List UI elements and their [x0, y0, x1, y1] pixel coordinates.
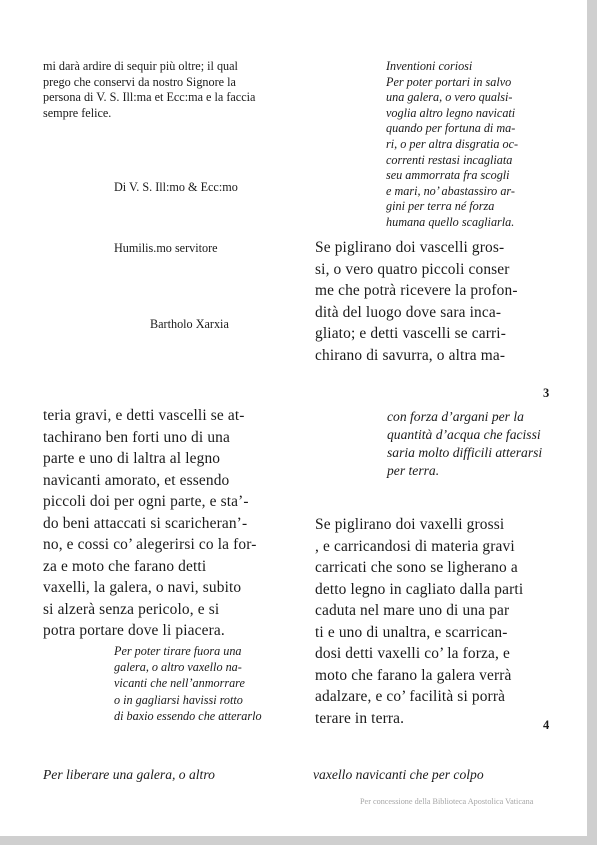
paragraph-line: za e moto che farano detti — [43, 557, 207, 575]
paragraph-line: no, e cossi co’ alegerirsi co la for- — [43, 536, 257, 553]
note-line: con forza d’argani per la — [387, 409, 524, 424]
letter-line: prego che conservi da nostro Signore la — [43, 74, 236, 89]
note-line: vicanti che nell’anmorrare — [114, 676, 245, 691]
paragraph-line: piccoli doi per ogni parte, e sta’- — [43, 493, 249, 510]
marginal-note-right — [387, 408, 542, 480]
paragraph-line: me che potrà ricevere la profon- — [315, 282, 518, 299]
paragraph-line: Se piglirano doi vaxelli grossi — [315, 516, 505, 533]
library-credit: Per concessione della Biblioteca Apostolica Vaticana — [360, 797, 534, 806]
paragraph-line: navicanti amorato, et essendo — [43, 471, 230, 489]
paragraph-line: parte e uno di laltra al legno — [43, 450, 221, 467]
note-line: humana quello scagliarla. — [386, 214, 515, 229]
page-edge-shadow-right — [587, 0, 597, 845]
note-line: quando per fortuna di ma- — [386, 121, 516, 136]
paragraph-line: chirano di savurra, o altra ma- — [315, 346, 506, 364]
right-column-paragraph-2 — [315, 514, 523, 729]
paragraph-line: teria gravi, e detti vascelli se at- — [43, 407, 245, 424]
paragraph-line: potra portare dove li piacera. — [43, 622, 225, 639]
paragraph-line: do beni attaccati si scaricheran’- — [43, 514, 248, 532]
letter-salutation: Di V. S. Ill:mo & Ecc:mo — [114, 180, 238, 194]
paragraph-line: moto che farano la galera verrà — [315, 666, 512, 684]
note-line: o in gagliarsi havissi rotto — [114, 692, 243, 707]
paragraph-line: gliato; e detti vascelli se carri- — [315, 325, 506, 342]
letter-line: mi darà ardire di sequir più oltre; il qual — [43, 59, 238, 73]
paragraph-line: carricati che sono se ligherano a — [315, 559, 518, 576]
note-line: quantità d’acqua che facissi — [387, 427, 541, 442]
note-line: di baxio essendo che atterarlo — [114, 708, 262, 723]
paragraph-line: dità del luogo dove sara inca- — [315, 303, 502, 321]
paragraph-line: dosi detti vaxelli co’ la forza, e — [315, 645, 510, 662]
letter-closing — [43, 59, 255, 121]
bottom-right-heading: vaxello navicanti che per colpo — [313, 767, 484, 782]
page-edge-shadow-bottom — [0, 836, 597, 845]
paragraph-line: terare in terra. — [315, 709, 405, 727]
note-title: Inventioni coriosi — [386, 59, 473, 73]
paragraph-line: detto legno in cagliato dalla parti — [315, 580, 524, 598]
letter-signature: Bartholo Xarxia — [150, 317, 229, 331]
paragraph-line: Se piglirano doi vascelli gros- — [315, 239, 505, 256]
letter-line: sempre felice. — [43, 105, 112, 120]
note-line: Per poter tirare fuora una — [114, 644, 242, 658]
letter-servant: Humilis.mo servitore — [114, 241, 218, 255]
note-line: ri, o per altra disgratia oc- — [386, 136, 519, 151]
note-line: galera, o altro vaxello na- — [114, 660, 242, 675]
note-line: Per poter portari in salvo — [386, 74, 512, 89]
letter-line: persona di V. S. Ill:ma et Ecc:ma e la faccia — [43, 90, 256, 105]
marginal-note-left — [114, 643, 262, 724]
note-line: e mari, no’ abastassiro ar- — [386, 183, 515, 198]
page-number: 4 — [543, 718, 550, 732]
paragraph-line: caduta nel mare uno di una par — [315, 602, 510, 619]
note-line: seu ammorrata fra scogli — [386, 168, 510, 183]
note-line: per terra. — [387, 463, 440, 478]
paragraph-line: vaxelli, la galera, o navi, subito — [43, 579, 242, 596]
paragraph-line: si, o vero quatro piccoli conser — [315, 260, 510, 278]
note-line: una galera, o vero qualsi- — [386, 90, 513, 105]
paragraph-line: si alzerà senza pericolo, e si — [43, 600, 220, 618]
left-column-paragraph-2 — [43, 405, 257, 642]
bottom-left-heading: Per liberare una galera, o altro — [43, 767, 215, 782]
marginal-note-top — [386, 59, 518, 231]
paragraph-line: tachirano ben forti uno di una — [43, 428, 230, 446]
paragraph-line: ti e uno di unaltra, e scarrican- — [315, 623, 508, 641]
right-column-paragraph-1 — [315, 237, 518, 366]
note-line: gini per terra né forza — [386, 199, 495, 214]
note-line: saria molto difficili atterarsi — [387, 445, 543, 460]
paragraph-line: adalzare, e co’ facilità si porrà — [315, 688, 506, 705]
paragraph-line: , e carricandosi di materia gravi — [315, 537, 515, 555]
note-line: correnti restasi incagliata — [386, 152, 513, 167]
note-line: voglia altro legno navicati — [386, 105, 516, 120]
page-number: 3 — [543, 386, 550, 400]
